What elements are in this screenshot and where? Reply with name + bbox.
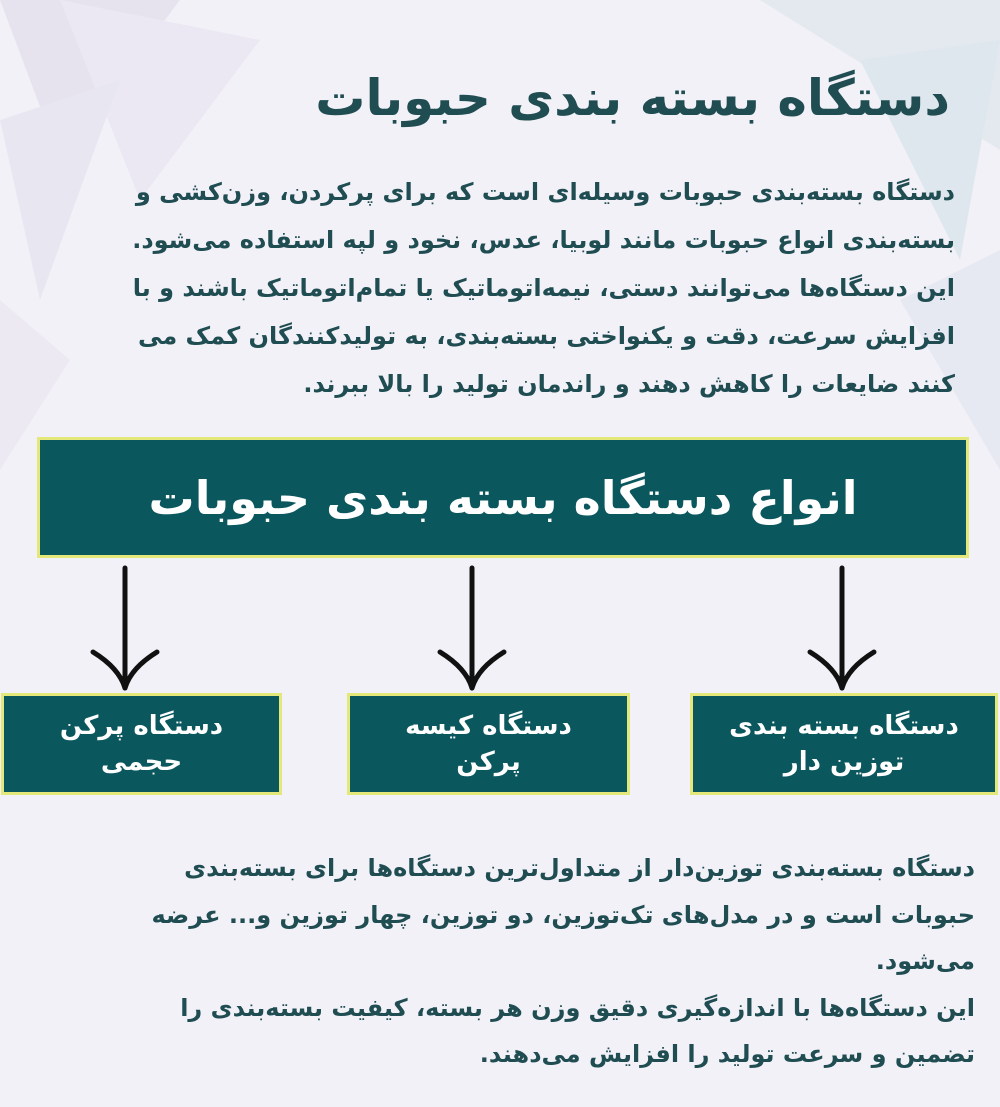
intro-line: این دستگاه‌ها می‌توانند دستی، نیمه‌اتوماتیک یا تمام‌اتوماتیک باشند و با: [132, 274, 955, 302]
diagram-header-label: انواع دستگاه بسته بندی حبوبات: [148, 470, 858, 525]
arrow-to-volumetric: [93, 568, 157, 688]
intro-line: دستگاه بسته‌بندی حبوبات وسیله‌ای است که برای پرکردن، وزن‌کشی و: [135, 178, 955, 206]
description-line: این دستگاه‌ها با اندازه‌گیری دقیق وزن هر بسته، کیفیت بسته‌بندی را: [180, 993, 975, 1022]
type-label: دستگاه بسته بندی توزین دار: [729, 711, 959, 777]
intro-line: کنند ضایعات را کاهش دهند و راندمان تولید را بالا ببرند.: [303, 370, 955, 398]
description-line: حبوبات است و در مدل‌های تک‌توزین، دو توزین، چهار توزین و... عرضه: [151, 900, 975, 929]
type-box-bag-filler: [347, 693, 630, 795]
description-line: دستگاه بسته‌بندی توزین‌دار از متداول‌ترین دستگاه‌ها برای بسته‌بندی: [184, 854, 975, 882]
type-label: دستگاه پرکن حجمی: [59, 711, 224, 777]
description-paragraph: [40, 845, 975, 1078]
type-box-weighing: [690, 693, 998, 795]
intro-paragraph: [60, 168, 955, 408]
page-title: دستگاه بسته بندی حبوبات: [315, 69, 950, 127]
description-line: تضمین و سرعت تولید را افزایش می‌دهند.: [479, 1040, 975, 1068]
type-label: دستگاه کیسه پرکن: [405, 711, 572, 777]
description-line: می‌شود.: [875, 947, 975, 975]
intro-line: افزایش سرعت، دقت و یکنواختی بسته‌بندی، به تولیدکنندگان کمک می: [138, 322, 955, 350]
type-box-volumetric: [1, 693, 282, 795]
arrow-to-bag-filler: [440, 568, 504, 688]
arrow-to-weighing: [810, 568, 874, 688]
intro-line: بسته‌بندی انواع حبوبات مانند لوبیا، عدس، نخود و لپه استفاده می‌شود.: [132, 226, 955, 254]
diagram-header-box: [37, 437, 969, 558]
